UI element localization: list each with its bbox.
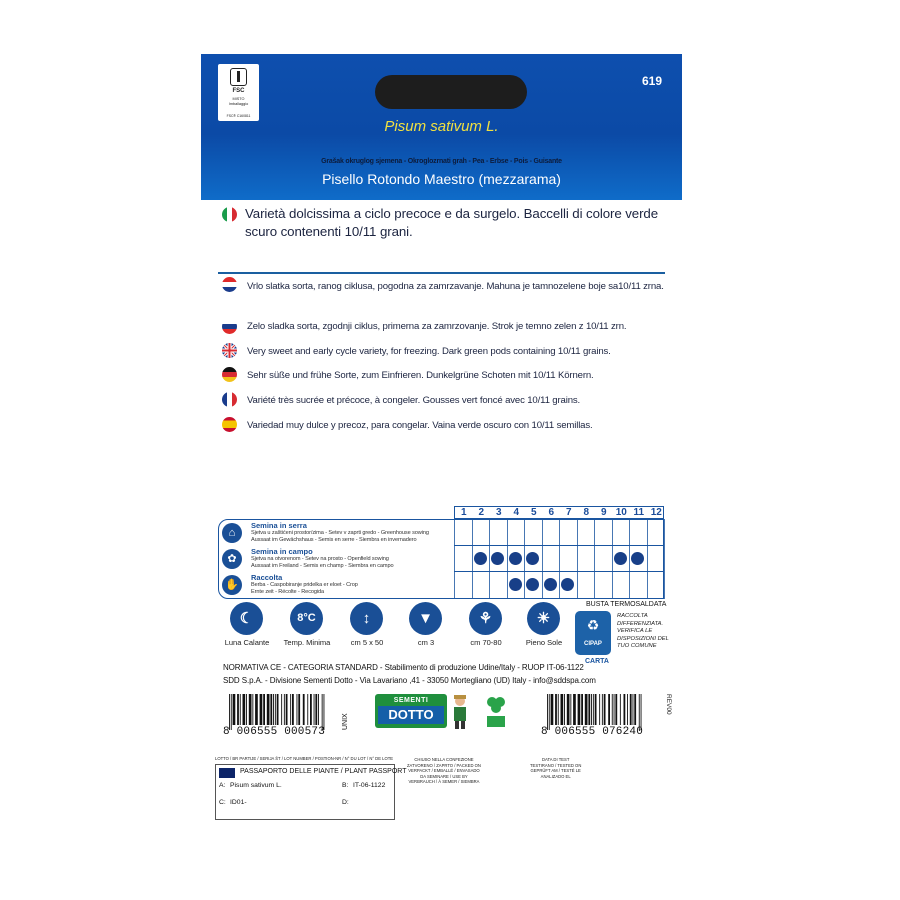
barcode-bar xyxy=(641,694,642,730)
barcode-bar xyxy=(602,694,603,725)
recycling-icon xyxy=(575,611,611,655)
barcode-bar xyxy=(595,694,597,725)
barcode-bar xyxy=(588,694,590,725)
description-es: Variedad muy dulce y precoz, para congelar. Vaina verde oscuro con 10/11 semillas. xyxy=(247,420,593,431)
icon-label: cm 70-80 xyxy=(470,638,502,647)
product-title: Pisello Rotondo Maestro (mezzarama) xyxy=(322,171,561,187)
barcode-bar xyxy=(604,694,606,725)
sowing-calendar xyxy=(218,506,665,599)
calendar-gridline xyxy=(542,519,543,599)
row-subtitle: Ernte zeit - Récolte - Recogida xyxy=(251,589,325,595)
slovenia-flag xyxy=(222,319,237,334)
recycling-note: RACCOLTA DIFFERENZIATA. VERIFICA LE DISPOSIZIONI DEL TUO COMUNE xyxy=(617,613,669,649)
moon-icon: ☾ xyxy=(230,602,263,635)
fsc-mix: MISTO Imballaggio xyxy=(228,97,249,106)
normativa-line: NORMATIVA CE - CATEGORIA STANDARD - Stabilimento di produzione Udine/Italy - RUOP IT-06-1122 xyxy=(223,663,584,672)
calendar-gridline xyxy=(472,519,473,599)
cipap-label: CIPAP xyxy=(584,641,602,647)
barcode-bar xyxy=(318,694,319,725)
calendar-row-greenhouse xyxy=(218,520,664,546)
barcode-number-left: 8 006555 000573 xyxy=(223,726,326,738)
month-label: 4 xyxy=(513,507,520,518)
barcode-bar xyxy=(322,694,323,730)
barcode-bar xyxy=(255,694,258,725)
barcode-bar xyxy=(614,694,615,725)
barcode-bar xyxy=(233,694,236,725)
month-label: 7 xyxy=(565,507,572,518)
month-label: 12 xyxy=(650,507,662,518)
company-line: SDD S.p.A. - Divisione Sementi Dotto - Via Lavariano ,41 - 33050 Mortegliano (UD) Italy - info@sddspa.com xyxy=(223,676,596,685)
common-names: Grašak okruglog sjemena - Okroglozrnati grah - Pea - Erbse - Pois - Guisante xyxy=(321,158,562,165)
month-label: 9 xyxy=(600,507,607,518)
month-label: 2 xyxy=(478,507,485,518)
barcode-bar xyxy=(243,694,246,725)
description-de: Sehr süße und frühe Sorte, zum Einfrieren. Dunkelgrüne Schoten mit 10/11 Körnern. xyxy=(247,370,594,381)
plant-passport xyxy=(215,764,407,820)
tested-on-label: DATA DI TEST TESTIRANO / TESTED ON GEPRÜFT AM / TESTÉ LE ANALIZADO EL xyxy=(530,757,582,779)
calendar-gridline xyxy=(594,519,595,599)
barcode-bar xyxy=(240,694,241,725)
barcode-bar xyxy=(286,694,288,725)
barcode-bar xyxy=(639,694,640,730)
barcode-bar xyxy=(578,694,581,725)
month-label: 6 xyxy=(548,507,555,518)
germany-flag xyxy=(222,367,237,382)
croatia-flag xyxy=(222,277,237,292)
barcode-bar xyxy=(267,694,270,725)
italy-flag xyxy=(222,207,237,222)
calendar-gridline xyxy=(612,519,613,599)
calendar-months xyxy=(454,506,664,519)
sementi-dotto-logo xyxy=(375,694,447,728)
month-label: 11 xyxy=(633,507,645,518)
row-subtitle: Sjetva na otvorenom - Setev na prosto - Openfield sowing xyxy=(251,556,389,562)
calendar-gridline xyxy=(489,519,490,599)
calendar-dot xyxy=(509,552,522,565)
barcode-bar xyxy=(551,694,554,725)
barcode-bar xyxy=(549,694,550,730)
row-title: Raccolta xyxy=(251,573,283,582)
barcode-bar xyxy=(585,694,588,725)
calendar-row-harvest xyxy=(218,572,664,598)
fsc-code: FSC® C160811 xyxy=(226,114,251,118)
barcode-bar xyxy=(570,694,571,725)
row-title: Semina in campo xyxy=(251,547,313,556)
icon-label: Luna Calante xyxy=(224,638,270,647)
uk-flag xyxy=(222,343,237,358)
barcode-bar xyxy=(281,694,282,725)
barcode-bar xyxy=(249,694,252,725)
recycle-symbol-icon: ♻ xyxy=(586,617,600,633)
busta-title: BUSTA TERMOSALDATA xyxy=(586,601,667,608)
barcode-bar xyxy=(246,694,247,725)
fsc-brand: FSC xyxy=(232,88,245,94)
calendar-gridline xyxy=(454,506,455,599)
barcode-bar xyxy=(229,694,230,730)
icon-label: cm 3 xyxy=(417,638,435,647)
icon-label: Temp. Minima xyxy=(283,638,331,647)
barcode-bar xyxy=(567,694,570,725)
divider xyxy=(218,272,665,274)
barcode-bar xyxy=(290,694,291,725)
eu-flag-icon xyxy=(219,768,235,778)
barcode-bar xyxy=(612,694,613,725)
carta-label: CARTA xyxy=(585,658,609,665)
height-icon: ⚘ xyxy=(469,602,502,635)
clover-label-icon xyxy=(484,694,508,728)
barcode-bar xyxy=(558,694,559,725)
barcode-bar xyxy=(270,694,272,725)
month-label: 10 xyxy=(615,507,627,518)
logo-top: SEMENTI xyxy=(393,697,429,704)
barcode-bar xyxy=(633,694,634,725)
sun-icon: ☀ xyxy=(527,602,560,635)
calendar-gridline xyxy=(664,519,665,599)
calendar-row-field xyxy=(218,546,664,572)
sowing-icon: ✿ xyxy=(222,549,242,569)
barcode-bar xyxy=(564,694,565,725)
passport-b-value: IT-06-1122 xyxy=(353,782,386,789)
passport-title: PASSAPORTO DELLE PIANTE / PLANT PASSPORT xyxy=(240,768,407,775)
barcode-bar xyxy=(591,694,592,725)
barcode-bar xyxy=(315,694,317,725)
barcode-bar xyxy=(561,694,564,725)
calendar-gridline xyxy=(524,519,525,599)
passport-a-label: A: xyxy=(219,782,226,789)
description-hr: Vrlo slatka sorta, ranog ciklusa, pogodna za zamrzavanje. Mahuna je tamnozelene boje sa10/11 zrna. xyxy=(247,281,664,292)
barcode-bar xyxy=(314,694,315,725)
depth-icon: ▼ xyxy=(409,602,442,635)
barcode-bar xyxy=(555,694,557,725)
latin-name: Pisum sativum L. xyxy=(384,118,499,135)
barcode-bar xyxy=(273,694,274,725)
seed-packet xyxy=(201,54,682,824)
calendar-dot xyxy=(474,552,487,565)
barcode-bar xyxy=(599,694,600,725)
icon-label: cm 5 x 50 xyxy=(350,638,384,647)
description-it: Varietà dolcissima a ciclo precoce e da surgelo. Baccelli di colore verde scuro contenenti 10/11 grani. xyxy=(245,206,658,239)
calendar-gridline xyxy=(629,519,630,599)
temperature-icon: 8°C xyxy=(290,602,323,635)
packed-on-label: CHIUSO NELLA CONFEZIONE ZATVORENO / ZAPRTO / PACKED ON VERPACKT / EMBALLÉ / ENVASADO DA SEMINARE / USE BY VERBRAUCH / À SEMER / SIEMBRA xyxy=(407,757,481,785)
passport-b-label: B: xyxy=(342,782,349,789)
month-label: 8 xyxy=(583,507,590,518)
barcode-bar xyxy=(581,694,583,725)
description-sl: Zelo sladka sorta, zgodnji ciklus, primerna za zamrzovanje. Strok je temno zelen z 10/11 zrn. xyxy=(247,321,627,332)
barcode-bar xyxy=(608,694,610,725)
passport-c-label: C: xyxy=(219,799,226,806)
barcode-bar xyxy=(298,694,300,725)
icon-label: Pieno Sole xyxy=(525,638,563,647)
recycling-info xyxy=(575,601,667,673)
packet-header xyxy=(201,54,682,200)
barcode-bar xyxy=(284,694,285,725)
month-label: 1 xyxy=(460,507,467,518)
calendar-gridline xyxy=(507,519,508,599)
row-subtitle: Sjetva u zaštićeni prostor/zima - Setev v zaprti gredo - Greenhouse sowing xyxy=(251,530,429,536)
barcode-bar xyxy=(237,694,239,725)
barcode-bar xyxy=(630,694,632,725)
product-code: 619 xyxy=(641,74,662,88)
barcode-bar xyxy=(297,694,298,725)
passport-d-label: D: xyxy=(342,799,349,806)
spacing-icon: ↕ xyxy=(350,602,383,635)
fsc-tree-icon xyxy=(230,68,247,86)
row-subtitle: Aussaat im Gewächshaus - Semis en serre - Siembra en invernadero xyxy=(251,537,417,543)
barcode-bar xyxy=(260,694,263,725)
month-label: 5 xyxy=(530,507,537,518)
barcode-bar xyxy=(634,694,636,725)
passport-c-value: ID01- xyxy=(230,799,247,806)
calendar-dot xyxy=(509,578,522,591)
row-subtitle: Aussaat im Freiland - Semis en champ - Siembra en campo xyxy=(251,563,394,569)
barcode-bar xyxy=(275,694,276,725)
row-subtitle: Berba - Caspobiranje pridelka er eloet - Crop xyxy=(251,582,358,588)
barcode-bar xyxy=(231,694,232,730)
barcode-bar xyxy=(593,694,594,725)
barcode-bar xyxy=(310,694,312,725)
barcode-bar xyxy=(303,694,305,725)
barcode-bar xyxy=(547,694,548,730)
barcode-bar xyxy=(324,694,325,730)
row-title: Semina in serra xyxy=(251,521,307,530)
barcode-bar xyxy=(292,694,294,725)
barcode-number-right: 8 006555 076240 xyxy=(541,726,644,738)
calendar-gridline xyxy=(647,519,648,599)
barcode-bar xyxy=(615,694,617,725)
barcode-bar xyxy=(277,694,279,725)
description-en: Very sweet and early cycle variety, for freezing. Dark green pods containing 10/11 grains. xyxy=(247,346,611,357)
gardener-mascot-icon xyxy=(449,694,471,730)
calendar-gridline xyxy=(559,519,560,599)
greenhouse-icon: ⌂ xyxy=(222,523,242,543)
revision-code: REV00 xyxy=(665,694,672,715)
barcode-bar xyxy=(627,694,628,725)
description-fr: Variété très sucrée et précoce, à congeler. Gousses vert foncé avec 10/11 grains. xyxy=(247,395,581,406)
spain-flag xyxy=(222,417,237,432)
calendar-dot xyxy=(614,552,627,565)
barcode-bar xyxy=(620,694,621,725)
calendar-dot xyxy=(544,578,557,591)
harvest-icon: ✋ xyxy=(222,575,242,595)
fsc-logo xyxy=(218,64,259,121)
logo-main: DOTTO xyxy=(378,706,444,724)
lot-number-label: LOTTO / BR PARTIJE / SERIJA ŠT / LOT NUMBER / POSTION-NR / N° DU LOT / N° DE LOTE xyxy=(215,756,394,761)
hang-hole xyxy=(375,75,527,109)
barcode-bar xyxy=(263,694,265,725)
barcode-bar xyxy=(252,694,253,725)
barcode-bar xyxy=(573,694,576,725)
barcode-bar xyxy=(307,694,308,725)
calendar-gridline xyxy=(577,519,578,599)
france-flag xyxy=(222,392,237,407)
barcode-bar xyxy=(624,694,626,725)
passport-a-value: Pisum sativum L. xyxy=(230,782,282,789)
unix-label: UNIX xyxy=(342,713,349,730)
month-label: 3 xyxy=(495,507,502,518)
